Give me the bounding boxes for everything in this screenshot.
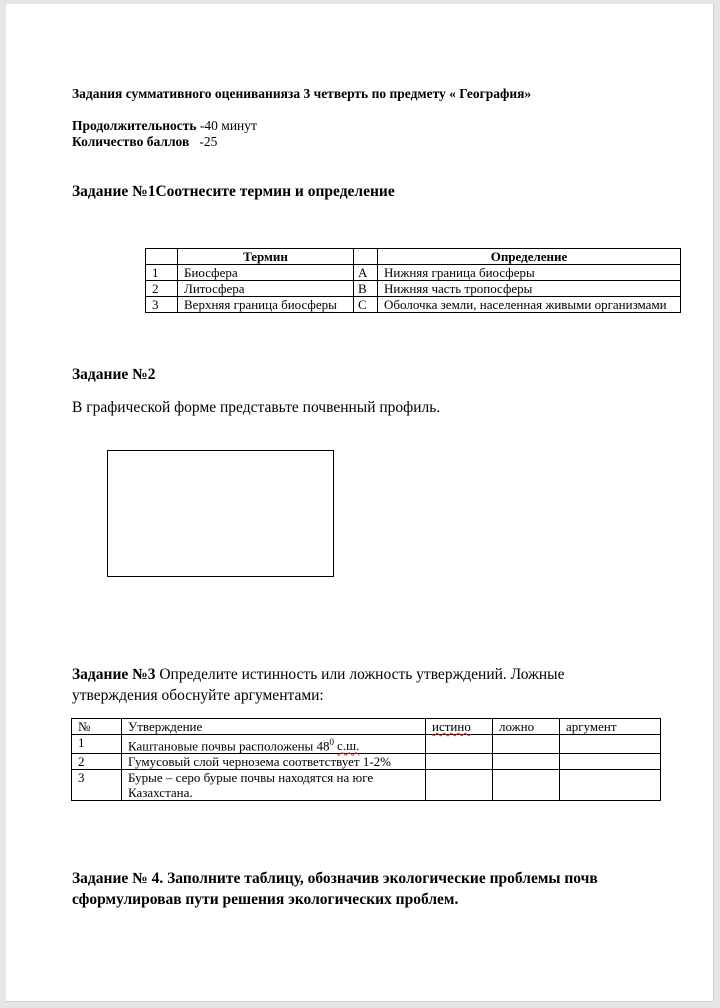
- spellcheck-word: с.ш.: [337, 738, 360, 754]
- degree-superscript: 0: [329, 737, 335, 747]
- table-header-cell: Утверждение: [122, 719, 426, 735]
- table-cell: 3: [72, 770, 122, 801]
- answer-false-cell[interactable]: [493, 735, 560, 754]
- table-cell: 3: [146, 297, 178, 313]
- task3-prompt: [72, 664, 632, 706]
- table-row: [72, 735, 661, 754]
- table-header-row: [72, 719, 661, 735]
- task3-heading: Задание №3: [72, 666, 156, 683]
- table-row: [146, 281, 681, 297]
- points-line: [72, 134, 217, 150]
- table-cell: 1: [146, 265, 178, 281]
- answer-false-cell[interactable]: [493, 770, 560, 801]
- answer-true-cell[interactable]: [426, 735, 493, 754]
- task4-heading: Задание № 4. Заполните таблицу, обозначив экологические проблемы почв сформулировав пути решения экологических проблем.: [72, 870, 598, 908]
- table-cell: Гумусовый слой чернозема соответствует 1-2%: [122, 754, 426, 770]
- answer-true-cell[interactable]: [426, 770, 493, 801]
- table-cell: Бурые – серо бурые почвы находятся на юге Казахстана.: [122, 770, 426, 801]
- table-cell: B: [354, 281, 378, 297]
- table-row: [72, 754, 661, 770]
- duration-value: -40 минут: [196, 118, 257, 133]
- task3-instructions: Определите истинность или ложность утверждений. Ложные утверждения обоснуйте аргументами:: [72, 666, 565, 704]
- task1-table: [145, 248, 681, 313]
- task3-table: [71, 718, 661, 801]
- argument-cell[interactable]: [560, 754, 661, 770]
- table-row: [146, 297, 681, 313]
- argument-cell[interactable]: [560, 770, 661, 801]
- document-page: [6, 4, 714, 1002]
- table-cell: [122, 735, 426, 754]
- table-cell: Оболочка земли, населенная живыми организмами: [378, 297, 681, 313]
- table-row: [72, 770, 661, 801]
- table-cell: Верхняя граница биосферы: [178, 297, 354, 313]
- table-cell: A: [354, 265, 378, 281]
- answer-false-cell[interactable]: [493, 754, 560, 770]
- table-header-cell: Термин: [178, 249, 354, 265]
- table-header-cell: [146, 249, 178, 265]
- table-cell: Литосфера: [178, 281, 354, 297]
- table-cell: C: [354, 297, 378, 313]
- table-cell: 2: [72, 754, 122, 770]
- table-cell: Нижняя граница биосферы: [378, 265, 681, 281]
- table-header-cell: [354, 249, 378, 265]
- table-header-cell: №: [72, 719, 122, 735]
- points-value: -25: [189, 134, 218, 149]
- points-label: Количество баллов: [72, 134, 190, 149]
- table-cell: 2: [146, 281, 178, 297]
- duration-label: Продолжительность: [72, 118, 197, 133]
- statement-text: Каштановые почвы расположены 48: [128, 738, 330, 754]
- table-cell: 1: [72, 735, 122, 754]
- document-title: Задания суммативного оцениванияза 3 четверть по предмету « География»: [72, 86, 532, 101]
- table-cell: Нижняя часть тропосферы: [378, 281, 681, 297]
- table-header-cell: Определение: [378, 249, 681, 265]
- table-header-row: [146, 249, 681, 265]
- spellcheck-word: истино: [432, 719, 471, 734]
- table-cell: Биосфера: [178, 265, 354, 281]
- task1-heading: Задание №1Соотнесите термин и определение: [72, 183, 395, 200]
- soil-profile-drawing-box[interactable]: [107, 450, 334, 577]
- argument-cell[interactable]: [560, 735, 661, 754]
- task2-instructions: В графической форме представьте почвенный профиль.: [72, 399, 441, 416]
- table-row: [146, 265, 681, 281]
- task2-heading: Задание №2: [72, 366, 156, 383]
- answer-true-cell[interactable]: [426, 754, 493, 770]
- duration-line: [72, 118, 257, 134]
- table-header-cell: аргумент: [560, 719, 661, 735]
- table-header-cell: [426, 719, 493, 735]
- table-header-cell: ложно: [493, 719, 560, 735]
